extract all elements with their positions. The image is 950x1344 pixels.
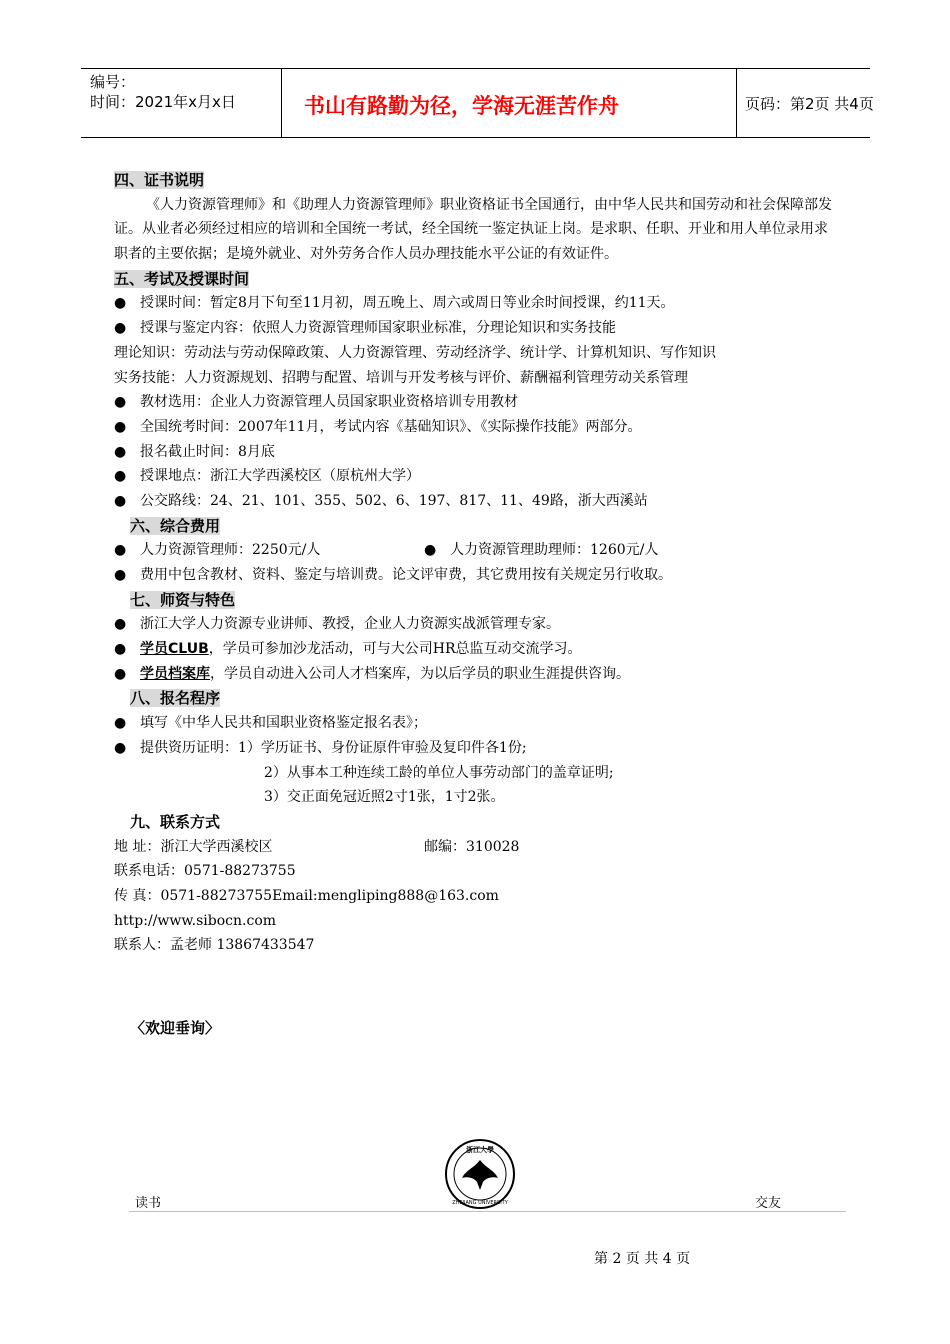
page-number: 第 2 页 共 4 页 [594,1251,691,1267]
bullet-icon: ● [114,665,127,682]
section-title-4: 四、证书说明 [114,171,205,189]
contact-person: 联系人：孟老师 13867433547 [114,937,315,954]
bullet-icon: ● [114,739,127,756]
list-item: ● 授课时间：暂定8月下旬至11月初，周五晚上、周六或周日等业余时间授课，约11天。 [114,291,839,316]
section-title-7: 七、师资与特色 [130,590,236,609]
list-item: ● 学员档案库，学员自动进入公司人才档案库，为以后学员的职业生涯提供咨询。 [114,662,839,687]
bullet-icon: ● [114,418,127,435]
welcome-text: 〈欢迎垂询〉 [130,1019,221,1037]
page-label: 页码：第2页 共4页 [745,95,874,113]
fee-assistant-wrap [424,538,658,563]
page-header [81,68,874,138]
svg-text:浙江大學: 浙江大學 [466,1146,494,1154]
document-body [114,168,839,958]
section-title-6: 六、综合费用 [130,516,221,535]
bullet-icon: ● [114,443,127,460]
bullet-icon: ● [114,320,127,337]
motto: 书山有路勤为径，学海无涯苦作舟 [304,94,619,118]
bullet-icon: ● [114,715,127,732]
zip-code: 邮编：310028 [424,838,520,855]
address-row [114,835,839,860]
code-label: 编号： [90,73,136,91]
bullet-icon: ● [114,468,127,485]
bullet-icon: ● [114,295,127,312]
footer-divider [129,1211,846,1212]
time-label: 时间：2021年x月x日 [90,93,236,111]
certificate-paragraph: 《人力资源管理师》和《助理人力资源管理师》职业资格证书全国通行，由中华人民共和国劳动和社会保障部发证。从业者必须经过相应的培训和全国统一考试，经全国统一鉴定执证上岗。是求职、任职、开业和用人单位录用求职者的主要依据；是境外就业、对外劳务合作人员办理技能水平公证的有效证件。 [114,196,832,263]
list-item: ● 教材选用：企业人力资源管理人员国家职业资格培训专用教材 [114,390,839,415]
telephone: 联系电话：0571-88273755 [114,863,296,880]
footer-right: 交友 [755,1196,782,1211]
bullet-icon: ● [114,542,127,559]
bullet-icon: ● [114,641,127,658]
fee-row [114,538,839,563]
list-item: ● 授课与鉴定内容：依照人力资源管理师国家职业标准，分理论知识和实务技能 [114,316,839,341]
list-item: ● 提供资历证明：1）学历证书、身份证原件审验及复印件各1份; [114,736,839,761]
archive-label: 学员档案库 [140,665,210,682]
section-title-9: 九、联系方式 [130,812,221,831]
practical-skills: 实务技能：人力资源规划、招聘与配置、培训与开发考核与评价、薪酬福利管理劳动关系管理 [114,369,688,386]
bullet-icon: ● [424,542,437,559]
bullet-icon: ● [114,492,127,509]
fee-assistant: 人力资源管理助理师：1260元/人 [450,542,659,559]
requirement-line: 3）交正面免冠近照2寸1张，1寸2张。 [264,789,505,806]
list-item: ● 学员CLUB，学员可参加沙龙活动，可与大公司HR总监互动交流学习。 [114,637,839,662]
list-item: ● 报名截止时间：8月底 [114,440,839,465]
list-item: ● 浙江大学人力资源专业讲师、教授，企业人力资源实战派管理专家。 [114,612,839,637]
header-motto-cell [281,69,737,137]
bullet-icon: ● [114,567,127,584]
zhejiang-university-logo-icon [444,1138,516,1210]
svg-text:ZHEJIANG UNIVERSITY: ZHEJIANG UNIVERSITY [452,1200,508,1206]
website: http://www.sibocn.com [114,912,277,929]
bullet-icon: ● [114,394,127,411]
list-item: ● 费用中包含教材、资料、鉴定与培训费。论文评审费，其它费用按有关规定另行收取。 [114,563,839,588]
address: 地 址：浙江大学西溪校区 [114,838,273,855]
header-left-cell [81,69,281,137]
section-title-8: 八、报名程序 [130,689,221,708]
theory-knowledge: 理论知识：劳动法与劳动保障政策、人力资源管理、劳动经济学、统计学、计算机知识、写作知识 [114,344,716,361]
fax-email: 传 真：0571-88273755Email:mengliping888@163.com [114,887,499,904]
club-label: 学员CLUB [140,641,209,658]
requirement-line: 2）从事本工种连续工龄的单位人事劳动部门的盖章证明; [264,764,614,781]
list-item: ● 全国统考时间：2007年11月，考试内容《基础知识》、《实际操作技能》两部分。 [114,415,839,440]
list-item: ● 公交路线：24、21、101、355、502、6、197、817、11、49路，浙大西溪站 [114,489,839,514]
list-item: ● 填写《中华人民共和国职业资格鉴定报名表》； [114,711,839,736]
list-item: ● 授课地点：浙江大学西溪校区（原杭州大学） [114,464,839,489]
fee-manager: 人力资源管理师：2250元/人 [140,542,321,559]
section-title-5: 五、考试及授课时间 [114,269,250,288]
bullet-icon: ● [114,616,127,633]
footer-left: 读书 [135,1196,162,1211]
